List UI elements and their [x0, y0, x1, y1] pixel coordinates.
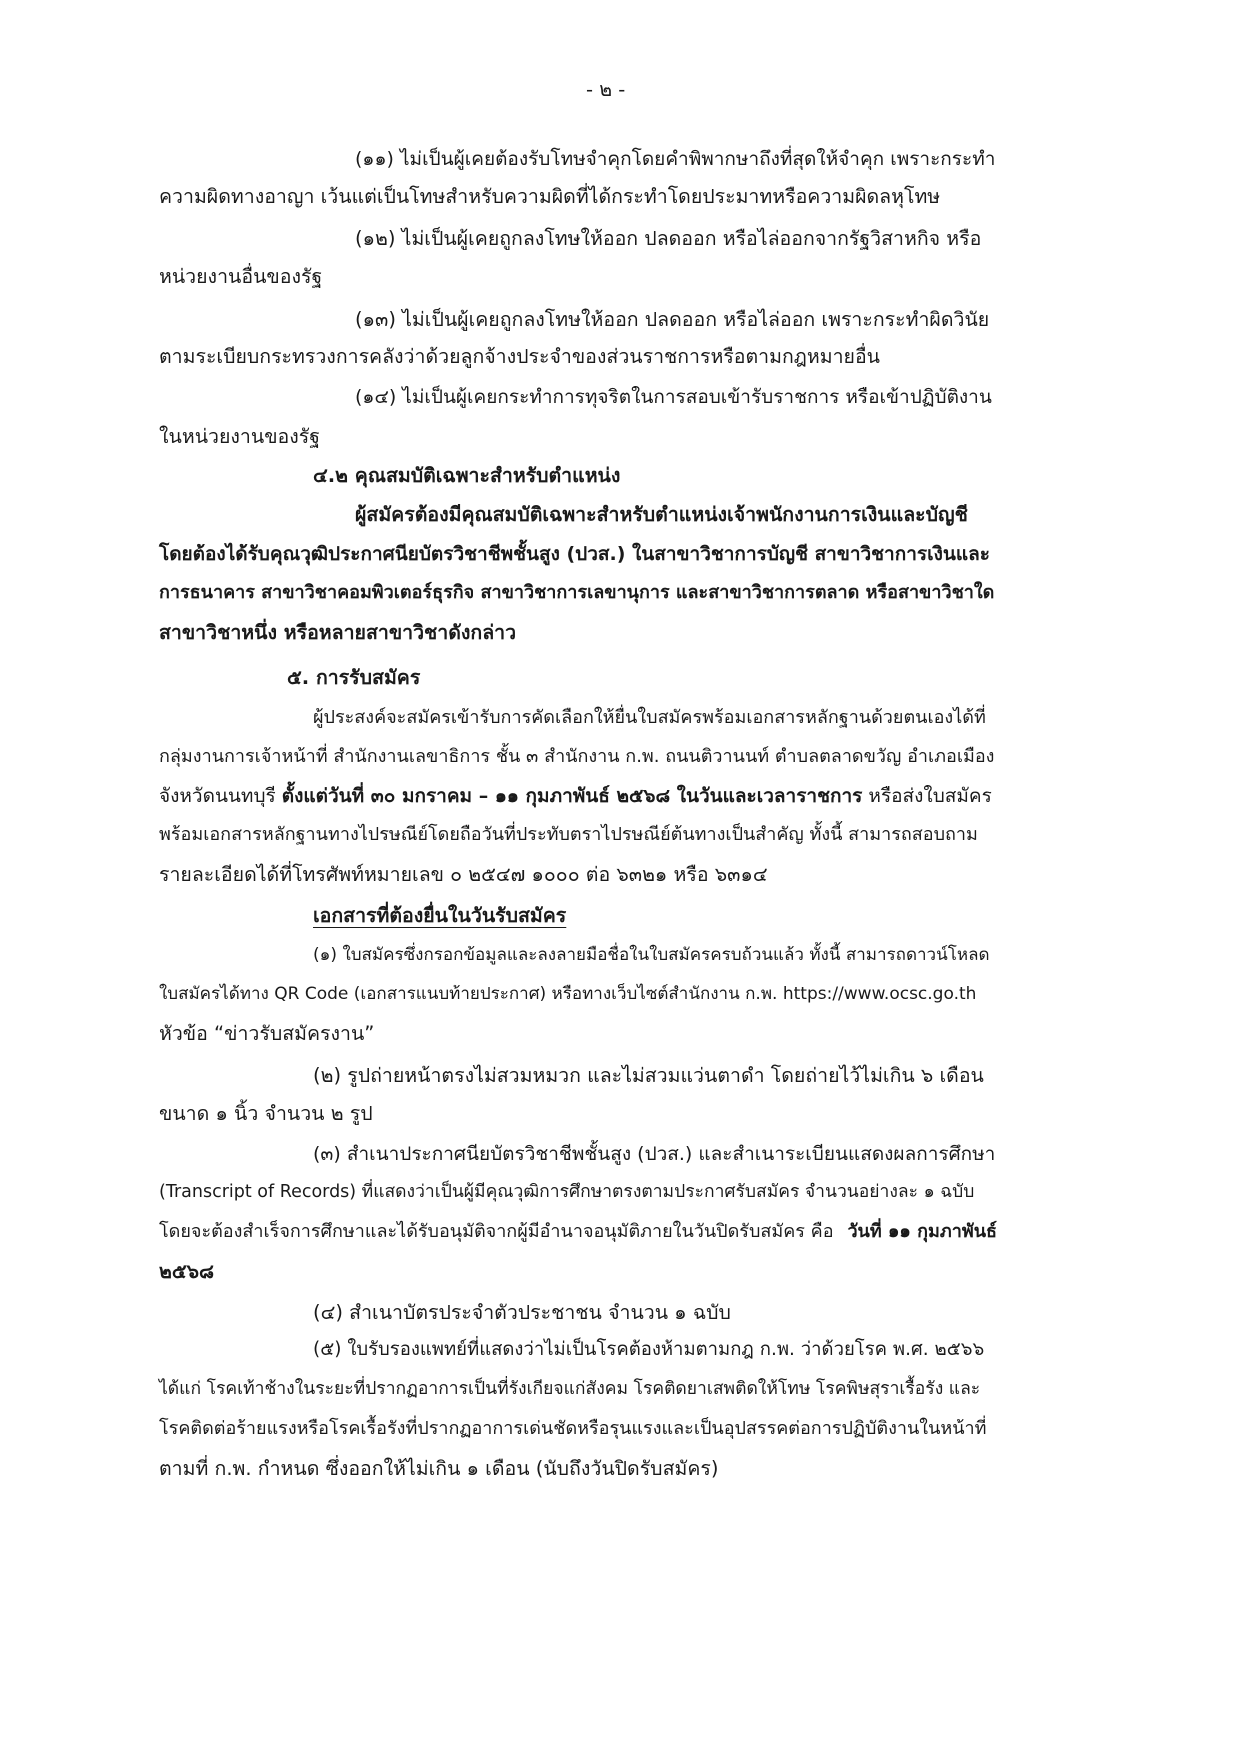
- qualification-12-line-1: (๑๒) ไม่เป็นผู้เคยถูกลงโทษให้ออก ปลดออก หรือไล่ออกจากรัฐวิสาหกิจ หรือ: [355, 227, 982, 250]
- page-number: - ๒ -: [586, 78, 626, 101]
- document-2-line-1: (๒) รูปถ่ายหน้าตรงไม่สวมหมวก และไม่สวมแว่นตาดำ โดยถ่ายไว้ไม่เกิน ๖ เดือน: [313, 1064, 984, 1087]
- document-5-line-1: (๕) ใบรับรองแพทย์ที่แสดงว่าไม่เป็นโรคต้องห้ามตามกฎ ก.พ. ว่าด้วยโรค พ.ศ. ๒๕๖๖: [313, 1339, 985, 1360]
- section-4-2-line-3: การธนาคาร สาขาวิชาคอมพิวเตอร์ธุรกิจ สาขาวิชาการเลขานุการ และสาขาวิชาการตลาด หรือสาขาวิชาใด: [159, 582, 995, 603]
- section-5-line-2: กลุ่มงานการเจ้าหน้าที่ สำนักงานเลขาธิการ ชั้น ๓ สำนักงาน ก.พ. ถนนติวานนท์ ตำบลตลาดขวัญ อำเภอเมือง: [159, 746, 995, 767]
- document-3-closing-date: วันที่ ๑๑ กุมภาพันธ์: [847, 1221, 997, 1242]
- qualification-14-line-1: (๑๔) ไม่เป็นผู้เคยกระทำการทุจริตในการสอบเข้ารับราชการ หรือเข้าปฏิบัติงาน: [355, 386, 992, 408]
- document-5-line-2: ได้แก่ โรคเท้าช้างในระยะที่ปรากฏอาการเป็นที่รังเกียจแก่สังคม โรคติดยาเสพติดให้โทษ โรคพิษสุราเรื้อรัง และ: [159, 1379, 981, 1399]
- qualification-13-line-1: (๑๓) ไม่เป็นผู้เคยถูกลงโทษให้ออก ปลดออก หรือไล่ออก เพราะกระทำผิดวินัย: [355, 308, 990, 331]
- section-5-line-5: รายละเอียดได้ที่โทรศัพท์หมายเลข ๐ ๒๕๔๗ ๑๐๐๐ ต่อ ๖๓๒๑ หรือ ๖๓๑๔: [159, 863, 768, 886]
- qualification-13-line-2: ตามระเบียบกระทรวงการคลังว่าด้วยลูกจ้างประจำของส่วนราชการหรือตามกฎหมายอื่น: [159, 345, 881, 368]
- document-2-line-2: ขนาด ๑ นิ้ว จำนวน ๒ รูป: [159, 1102, 373, 1125]
- document-1-line-3: หัวข้อ “ข่าวรับสมัครงาน”: [159, 1022, 375, 1045]
- section-4-2-line-1: ผู้สมัครต้องมีคุณสมบัติเฉพาะสำหรับตำแหน่งเจ้าพนักงานการเงินและบัญชี: [355, 503, 968, 526]
- document-5-line-4: ตามที่ ก.พ. กำหนด ซึ่งออกให้ไม่เกิน ๑ เดือน (นับถึงวันปิดรับสมัคร): [159, 1457, 719, 1480]
- qualification-12-line-2: หน่วยงานอื่นของรัฐ: [159, 265, 323, 288]
- section-5-heading: ๕. การรับสมัคร: [287, 666, 421, 689]
- qualification-14-line-2: ในหน่วยงานของรัฐ: [159, 425, 321, 448]
- document-3-line-3-text: โดยจะต้องสำเร็จการศึกษาและได้รับอนุมัติจากผู้มีอำนาจอนุมัติภายในวันปิดรับสมัคร คือ: [159, 1221, 834, 1242]
- qualification-11-line-1: (๑๑) ไม่เป็นผู้เคยต้องรับโทษจำคุกโดยคำพิพากษาถึงที่สุดให้จำคุก เพราะกระทำ: [355, 148, 996, 170]
- documents-heading: เอกสารที่ต้องยื่นในวันรับสมัคร: [313, 904, 567, 927]
- section-5-application-period: ตั้งแต่วันที่ ๓๐ มกราคม – ๑๑ กุมภาพันธ์ ๒๕๖๘ ในวันและเวลาราชการ: [281, 785, 863, 807]
- document-1-line-1: (๑) ใบสมัครซึ่งกรอกข้อมูลและลงลายมือชื่อในใบสมัครครบถ้วนแล้ว ทั้งนี้ สามารถดาวน์โหลด: [313, 945, 990, 965]
- document-3-line-1: (๓) สำเนาประกาศนียบัตรวิชาชีพชั้นสูง (ปวส.) และสำเนาระเบียนแสดงผลการศึกษา: [313, 1143, 996, 1165]
- section-4-2-line-4: สาขาวิชาหนึ่ง หรือหลายสาขาวิชาดังกล่าว: [159, 621, 517, 644]
- document-1-line-2: ใบสมัครได้ทาง QR Code (เอกสารแนบท้ายประกาศ) หรือทางเว็บไซต์สำนักงาน ก.พ. https://www.ocsc.go.th: [159, 984, 977, 1004]
- document-3-line-4: ๒๕๖๘: [159, 1260, 215, 1283]
- section-4-2-heading: ๔.๒ คุณสมบัติเฉพาะสำหรับตำแหน่ง: [313, 464, 621, 487]
- section-4-2-line-2: โดยต้องได้รับคุณวุฒิประกาศนียบัตรวิชาชีพชั้นสูง (ปวส.) ในสาขาวิชาการบัญชี สาขาวิชาการเงินและ: [159, 543, 990, 565]
- section-5-line-3-text-a: จังหวัดนนทบุรี: [159, 785, 282, 807]
- section-5-line-3: [159, 787, 992, 806]
- document-5-line-3: โรคติดต่อร้ายแรงหรือโรคเรื้อรังที่ปรากฏอาการเด่นชัดหรือรุนแรงและเป็นอุปสรรคต่อการปฏิบัติงานในหน้าที่: [159, 1418, 987, 1439]
- qualification-11-line-2: ความผิดทางอาญา เว้นแต่เป็นโทษสำหรับความผิดที่ได้กระทำโดยประมาทหรือความผิดลหุโทษ: [159, 185, 941, 208]
- section-5-line-4: พร้อมเอกสารหลักฐานทางไปรษณีย์โดยถือวันที่ประทับตราไปรษณีย์ต้นทางเป็นสำคัญ ทั้งนี้ สามารถสอบถาม: [159, 824, 978, 845]
- section-5-line-1: ผู้ประสงค์จะสมัครเข้ารับการคัดเลือกให้ยื่นใบสมัครพร้อมเอกสารหลักฐานด้วยตนเองได้ที่: [313, 707, 986, 728]
- document-3-line-3: [159, 1223, 997, 1241]
- document-4-line-1: (๔) สำเนาบัตรประจำตัวประชาชน จำนวน ๑ ฉบับ: [313, 1301, 731, 1324]
- document-3-line-2: (Transcript of Records) ที่แสดงว่าเป็นผู้มีคุณวุฒิการศึกษาตรงตามประกาศรับสมัคร จำนวนอย่างละ ๑ ฉบับ: [159, 1182, 975, 1202]
- section-5-line-3-text-c: หรือส่งใบสมัคร: [862, 785, 992, 807]
